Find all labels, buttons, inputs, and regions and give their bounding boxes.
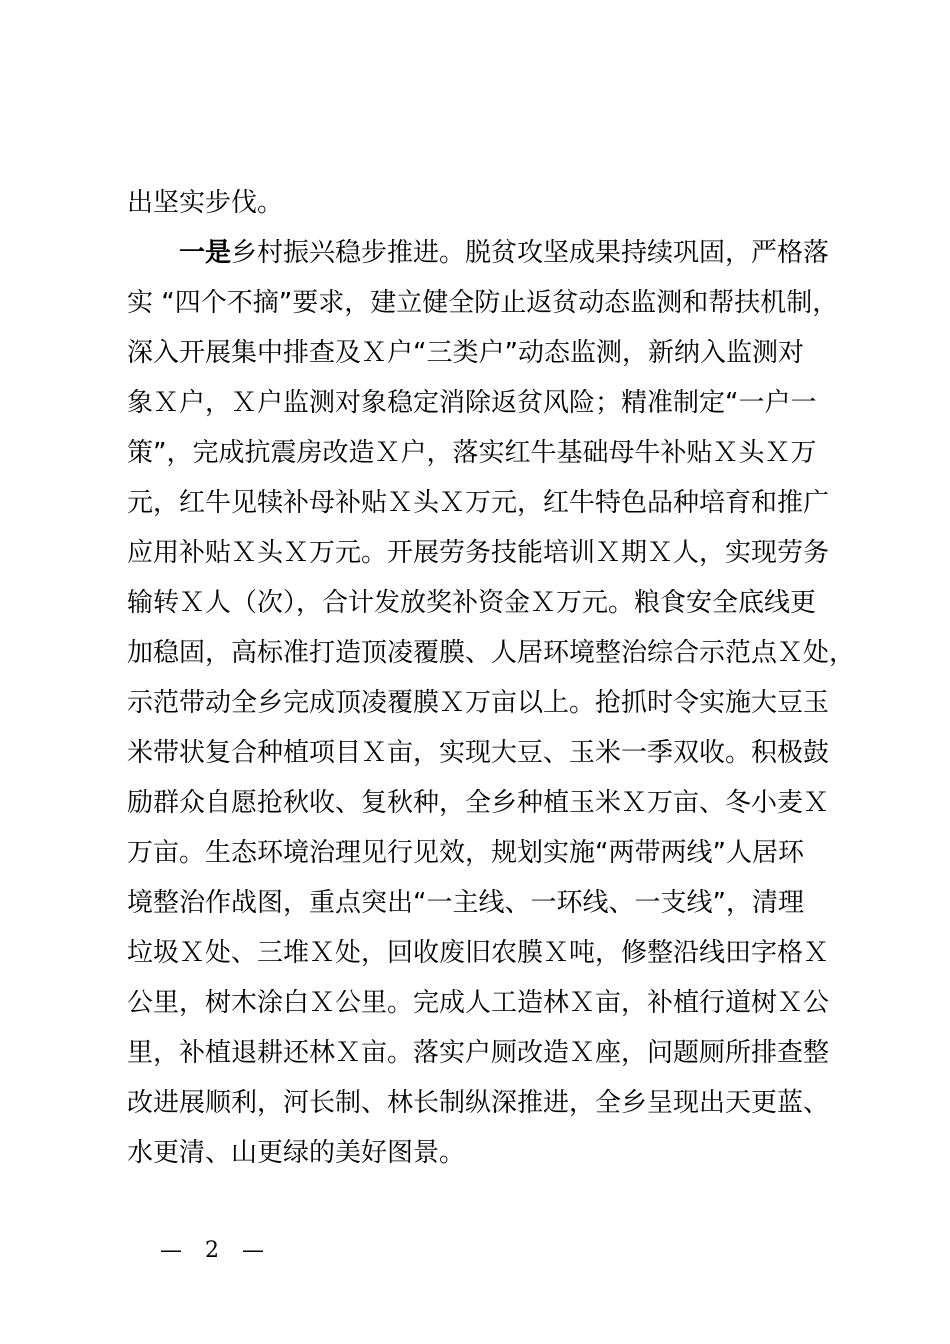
text-line-content: 公里，树木涂白Ｘ公里。完成人工造林Ｘ亩，补植行道树Ｘ公 <box>127 988 830 1018</box>
body-text <box>127 178 867 1178</box>
text-line-content: 象Ｘ户，Ｘ户监测对象稳定消除返贫风险；精准制定“一户一 <box>127 388 817 418</box>
text-line-content: 应用补贴Ｘ头Ｘ万元。开展劳务技能培训Ｘ期Ｘ人，实现劳务 <box>127 538 830 568</box>
text-line <box>127 978 867 1028</box>
text-line-content: 策”，完成抗震房改造Ｘ户，落实红牛基础母牛补贴Ｘ头Ｘ万 <box>127 438 817 468</box>
text-line <box>127 628 867 678</box>
paragraph-first-line <box>127 228 867 278</box>
text-line-content: 输转Ｘ人（次），合计发放奖补资金Ｘ万元。粮食安全底线更 <box>127 588 817 618</box>
text-line <box>127 278 867 328</box>
text-line-content: 实 “四个不摘”要求，建立健全防止返贫动态监测和帮扶机制， <box>127 288 839 318</box>
text-line <box>127 428 867 478</box>
text-line <box>127 778 867 828</box>
text-line <box>127 828 867 878</box>
text-line <box>127 928 867 978</box>
text-line-content: 元，红牛见犊补母补贴Ｘ头Ｘ万元，红牛特色品种培育和推广 <box>127 488 830 518</box>
text-line <box>127 1078 867 1128</box>
text-line-content: 水更清、山更绿的美好图景。 <box>127 1138 466 1168</box>
text-line <box>127 728 867 778</box>
paragraph-lead-wrap <box>179 228 829 278</box>
text-line-content: 里，补植退耕还林Ｘ亩。落实户厕改造Ｘ座，问题厕所排查整 <box>127 1038 830 1068</box>
text-line-content: 示范带动全乡完成顶凌覆膜Ｘ万亩以上。抢抓时令实施大豆玉 <box>127 688 830 718</box>
text-line-content: 境整治作战图，重点突出“一主线、一环线、一支线”，清理 <box>127 888 804 918</box>
text-line <box>127 878 867 928</box>
text-line <box>127 678 867 728</box>
text-line <box>127 178 867 228</box>
text-line <box>127 1128 867 1178</box>
text-line-content: 万亩。生态环境治理见行见效，规划实施“两带两线”人居环 <box>127 838 804 868</box>
page-number: — 2 — <box>160 1238 272 1263</box>
text-line <box>127 378 867 428</box>
text-line-content: 加稳固，高标准打造顶凌覆膜、人居环境整治综合示范点Ｘ处， <box>127 638 856 668</box>
text-line <box>127 478 867 528</box>
text-line-content: 垃圾Ｘ处、三堆Ｘ处，回收废旧农膜Ｘ吨，修整沿线田字格Ｘ <box>127 938 830 968</box>
text-line-content: 改进展顺利，河长制、林长制纵深推进，全乡呈现出天更蓝、 <box>127 1088 830 1118</box>
text-line <box>127 528 867 578</box>
text-line <box>127 1028 867 1078</box>
text-line-content: 出坚实步伐。 <box>127 188 284 218</box>
text-line-content: 乡村振兴稳步推进。脱贫攻坚成果持续巩固，严格落 <box>231 238 830 268</box>
text-line-content: 励群众自愿抢秋收、复秋种，全乡种植玉米Ｘ万亩、冬小麦Ｘ <box>127 788 830 818</box>
text-line-content: 深入开展集中排查及Ｘ户“三类户”动态监测，新纳入监测对 <box>127 338 804 368</box>
text-line <box>127 578 867 628</box>
text-line <box>127 328 867 378</box>
paragraph-lead-bold: 一是 <box>179 238 232 268</box>
text-line-content: 米带状复合种植项目Ｘ亩，实现大豆、玉米一季双收。积极鼓 <box>127 738 830 768</box>
